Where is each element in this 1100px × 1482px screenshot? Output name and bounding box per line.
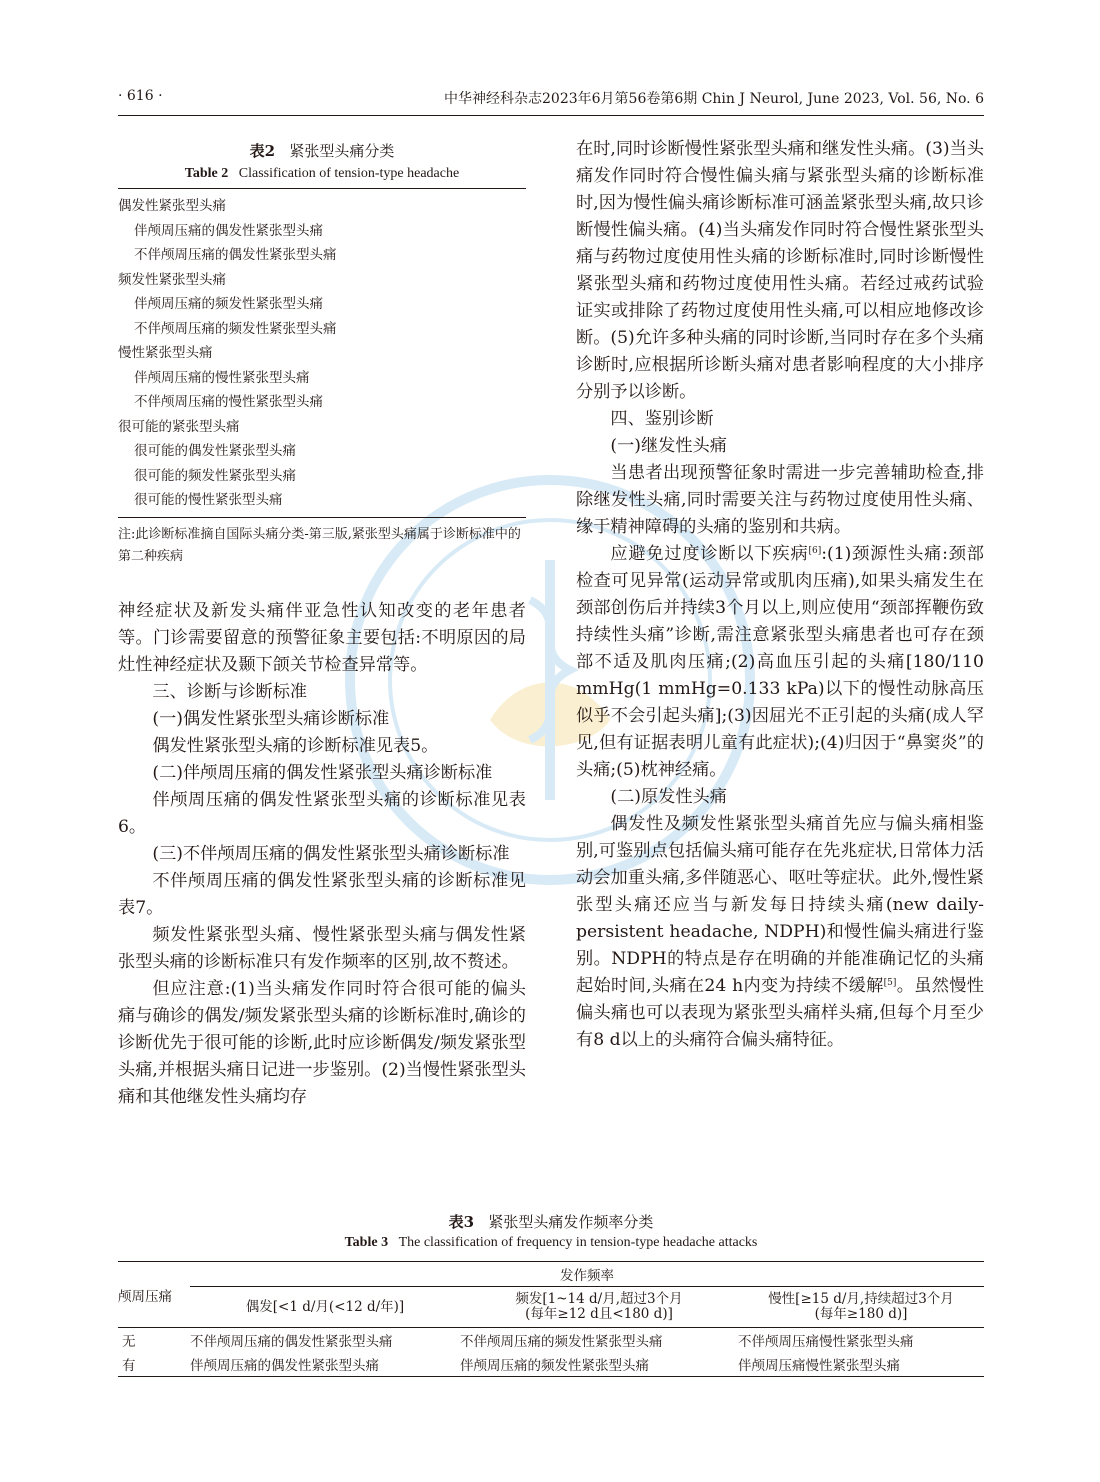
table-row: 不伴颅周压痛的频发性紧张型头痛 <box>134 320 337 337</box>
header-line: (每年≥12 d且<180 d)] <box>525 1306 673 1322</box>
table-cell: 有 <box>118 1352 190 1377</box>
table-row: 很可能的慢性紧张型头痛 <box>134 492 283 508</box>
table-cell: 不伴颅周压痛慢性紧张型头痛 <box>738 1334 914 1350</box>
column-header-tenderness: 颅周压痛 <box>118 1262 190 1328</box>
table-row <box>118 1352 984 1377</box>
table-row: 慢性紧张型头痛 <box>118 345 213 361</box>
table-2-title-cn: 紧张型头痛分类 <box>289 142 395 160</box>
citation-ref[interactable]: [5] <box>883 978 897 988</box>
section-heading: 四、鉴别诊断 <box>610 409 714 429</box>
header-line: (每年≥180 d)] <box>814 1306 908 1322</box>
table-3-caption-cn <box>118 1211 984 1233</box>
table-row: 偶发性紧张型头痛 <box>118 198 226 214</box>
paragraph: 但应注意:(1)当头痛发作同时符合很可能的偏头痛与确诊的偶发/频发紧张型头痛的诊断标准时,确诊的诊断优先于很可能的诊断,此时应诊断偶发/频发紧张型头痛,并根据头痛日记进一步鉴别。(2)当慢性紧张型头痛和其他继发性头痛均存 <box>118 979 526 1107</box>
header-line: 频发[1~14 d/月,超过3个月 <box>515 1291 683 1307</box>
table-3-label-en: Table 3 <box>344 1235 389 1250</box>
paragraph <box>576 541 984 784</box>
paragraph-text: 。虽然慢性偏头痛也可以表现为紧张型头痛样头痛,但每个月至少有8 d以上的头痛符合偏头痛特征。 <box>576 976 984 1050</box>
table-cell: 伴颅周压痛的偶发性紧张型头痛 <box>190 1352 460 1377</box>
table-row: 不伴颅周压痛的慢性紧张型头痛 <box>134 394 323 410</box>
table-3-label-cn: 表3 <box>448 1213 475 1231</box>
paragraph-text: 偶发性及频发性紧张型头痛首先应与偏头痛相鉴别,可鉴别点包括偏头痛可能存在先兆症状,日常体力活动会加重头痛,多伴随恶心、呕吐等症状。此外,慢性紧张型头痛还应当与新发每日持续头痛(new daily-persistent headache, NDPH)和慢性偏头痛进行鉴别。NDPH的特点是存在明确的并能准确记忆的头痛起始时间,头痛在24 h内变为持续不缓解 <box>576 814 984 996</box>
table-row: 很可能的紧张型头痛 <box>118 418 240 435</box>
table-cell: 无 <box>122 1334 136 1350</box>
paragraph: 在时,同时诊断慢性紧张型头痛和继发性头痛。(3)当头痛发作同时符合慢性偏头痛与紧张型头痛的诊断标准时,因为慢性偏头痛诊断标准可涵盖紧张型头痛,故只诊断慢性偏头痛。(4)当头痛发作同时符合慢性紧张型头痛与药物过度使用性头痛的诊断标准时,同时诊断慢性紧张型头痛和药物过度使用性头痛。若经过戒药试验证实或排除了药物过度使用性头痛,可以相应地修改诊断。(5)允许多种头痛的同时诊断,当同时存在多个头痛诊断时,应根据所诊断头痛对患者影响程度的大小排序分别予以诊断。 <box>576 139 984 402</box>
subsection-heading: (二)伴颅周压痛的偶发性紧张型头痛诊断标准 <box>152 763 493 783</box>
table-cell: 伴颅周压痛慢性紧张型头痛 <box>738 1352 984 1377</box>
table-row <box>118 1328 984 1353</box>
section-heading: 三、诊断与诊断标准 <box>152 682 308 702</box>
table-row: 伴颅周压痛的慢性紧张型头痛 <box>134 369 310 386</box>
table-2-label-cn: 表2 <box>249 142 276 160</box>
subsection-heading: (一)偶发性紧张型头痛诊断标准 <box>152 709 390 729</box>
paragraph-text: 应避免过度诊断以下疾病 <box>610 544 809 564</box>
column-group-header: 发作频率 <box>190 1262 984 1287</box>
table-cell: 伴颅周压痛的频发性紧张型头痛 <box>460 1352 738 1377</box>
table-row: 频发性紧张型头痛 <box>118 271 226 288</box>
table-row: 很可能的频发性紧张型头痛 <box>134 467 296 484</box>
table-cell: 不伴颅周压痛的偶发性紧张型头痛 <box>190 1334 393 1350</box>
frequency-table <box>118 1261 984 1377</box>
subsection-heading: (三)不伴颅周压痛的偶发性紧张型头痛诊断标准 <box>152 844 510 864</box>
table-3-title-cn: 紧张型头痛发作频率分类 <box>488 1213 654 1231</box>
table-row: 很可能的偶发性紧张型头痛 <box>134 443 296 459</box>
table-2-caption-en <box>118 166 526 188</box>
right-column <box>576 136 984 1054</box>
table-2-label-en: Table 2 <box>184 166 229 181</box>
paragraph: 神经症状及新发头痛伴亚急性认知改变的老年患者等。门诊需要留意的预警征象主要包括:不明原因的局灶性神经症状及颞下颌关节检查异常等。 <box>118 601 526 675</box>
table-cell: 不伴颅周压痛的频发性紧张型头痛 <box>460 1334 663 1350</box>
table-2-list <box>118 189 526 517</box>
table-row: 伴颅周压痛的频发性紧张型头痛 <box>134 296 323 312</box>
running-header <box>118 88 984 112</box>
table-row: 不伴颅周压痛的偶发性紧张型头痛 <box>134 247 337 263</box>
paragraph: 不伴颅周压痛的偶发性紧张型头痛的诊断标准见表7。 <box>118 871 526 918</box>
table-3 <box>118 1211 984 1377</box>
paragraph: 偶发性紧张型头痛的诊断标准见表5。 <box>152 736 439 756</box>
journal-citation: 中华神经科杂志2023年6月第56卷第6期 Chin J Neurol, June 2023, Vol. 56, No. 6 <box>444 91 984 107</box>
paragraph: 伴颅周压痛的偶发性紧张型头痛的诊断标准见表6。 <box>118 790 526 837</box>
header-line: 慢性[≥15 d/月,持续超过3个月 <box>768 1291 954 1307</box>
column-header-frequent <box>460 1287 738 1328</box>
table-row: 伴颅周压痛的偶发性紧张型头痛 <box>134 222 323 239</box>
subsection-heading: (二)原发性头痛 <box>610 787 727 807</box>
table-2-note: 注:此诊断标准摘自国际头痛分类-第三版,紧张型头痛属于诊断标准中的第二种疾病 <box>118 526 521 564</box>
column-header-episodic: 偶发[<1 d/月(<12 d/年)] <box>190 1287 460 1328</box>
page-number: · 616 · <box>118 88 163 104</box>
header-rule <box>118 115 984 116</box>
citation-ref[interactable]: [6] <box>808 546 822 556</box>
column-header-chronic <box>738 1287 984 1328</box>
subsection-heading: (一)继发性头痛 <box>610 436 727 456</box>
table-2-caption-cn <box>118 140 526 162</box>
table-2-title-en: Classification of tension-type headache <box>238 166 460 181</box>
paragraph: 当患者出现预警征象时需进一步完善辅助检查,排除继发性头痛,同时需要关注与药物过度使用性头痛、缘于精神障碍的头痛的鉴别和共病。 <box>576 463 984 537</box>
table-2 <box>118 140 526 568</box>
paragraph-text: :(1)颈源性头痛:颈部检查可见异常(运动异常或肌肉压痛),如果头痛发生在颈部创伤后并持续3个月以上,则应使用“颈部挥鞭伤致持续性头痛”诊断,需注意紧张型头痛患者也可存在颈部不适及肌肉压痛;(2)高血压引起的头痛[180/110 mmHg(1 mmHg=0.133 kPa)以下的慢性动脉高压似乎不会引起头痛];(3)因屈光不正引起的头痛(成人罕见,但有证据表明儿童有此症状);(4)归因于“鼻窦炎”的头痛;(5)枕神经痛。 <box>576 544 984 780</box>
paragraph: 频发性紧张型头痛、慢性紧张型头痛与偶发性紧张型头痛的诊断标准只有发作频率的区别,故不赘述。 <box>118 925 526 972</box>
left-column <box>118 598 526 1111</box>
table-3-caption-en <box>118 1235 984 1257</box>
paragraph <box>576 811 984 1054</box>
table-3-title-en: The classification of frequency in tension-type headache attacks <box>398 1235 758 1250</box>
